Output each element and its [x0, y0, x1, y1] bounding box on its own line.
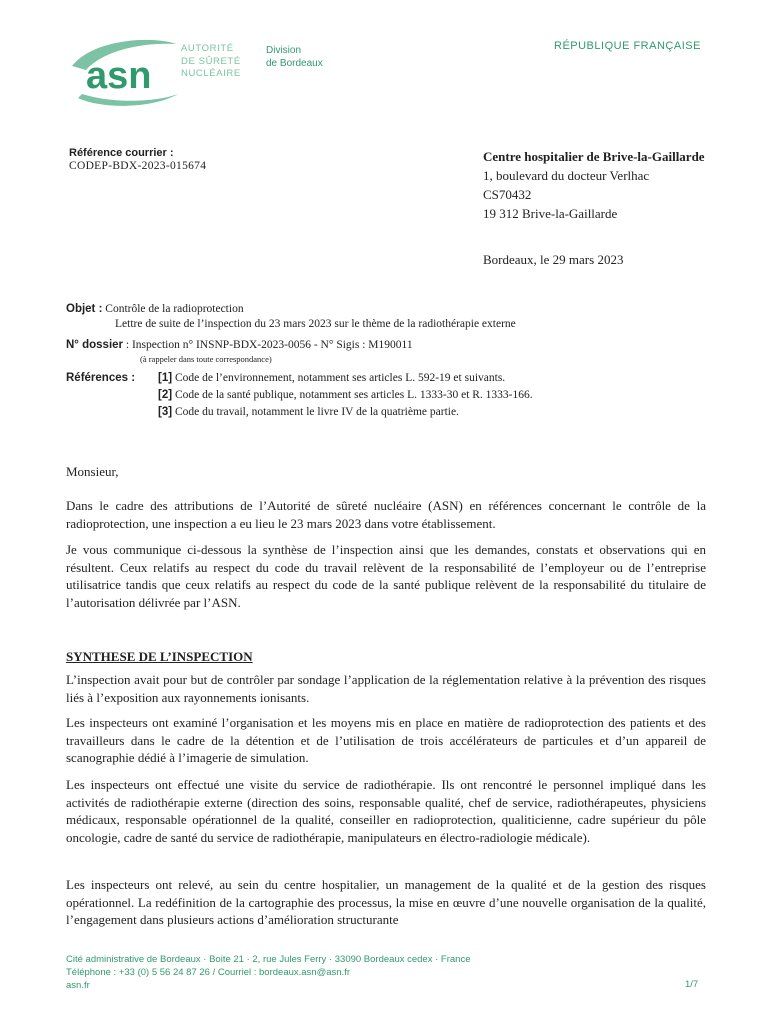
reference-text: Code du travail, notamment le livre IV de la quatrième partie.: [174, 406, 459, 418]
reference-num: [3]: [158, 406, 173, 418]
reference-item: [158, 372, 505, 384]
dossier: [66, 339, 413, 351]
logo-word: DE SÛRETÉ: [181, 55, 241, 67]
dossier-note: (à rappeler dans toute correspondance): [140, 354, 272, 364]
section-heading: SYNTHESE DE L’INSPECTION: [66, 649, 253, 664]
paragraph: Les inspecteurs ont effectué une visite du service de radiothérapie. Ils ont rencontré le personnel impliqué dans les activités de radiothérapie externe (direction des soins, responsable qualité, chef de service, radiothérapeutes, physiciens médicaux, responsable opérationnel de la qualité, conseiller en radioprotection, qualiticienne, cadre supérieur du pôle oncologie, cadre de santé du service de radiothérapie, manipulateurs en électro-radiologie médicale).: [66, 777, 706, 845]
letter-date: Bordeaux, le 29 mars 2023: [483, 252, 624, 267]
address-line: 1, boulevard du docteur Verlhac: [483, 168, 650, 183]
reference-num: [1]: [158, 372, 173, 384]
reference-text: Code de l’environnement, notamment ses articles L. 592-19 et suivants.: [174, 372, 506, 384]
objet-line1: Contrôle de la radioprotection: [105, 303, 244, 315]
dossier-value: : Inspection n° INSNP-BDX-2023-0056 - N° Sigis : M190011: [125, 339, 413, 351]
footer: [66, 953, 470, 992]
reference-label: Référence courrier :: [69, 147, 174, 159]
address-line: 19 312 Brive-la-Gaillarde: [483, 206, 618, 221]
paragraph: L’inspection avait pour but de contrôler par sondage l’application de la réglementation relative à la prévention des risques liés à l’exposition aux rayonnements ionisants.: [66, 672, 706, 705]
page-number: 1/7: [685, 979, 699, 990]
reference-num: [2]: [158, 389, 173, 401]
address-line: CS70432: [483, 187, 532, 202]
reference-code: CODEP-BDX-2023-015674: [69, 160, 207, 172]
paragraph: Les inspecteurs ont examiné l’organisation et les moyens mis en place en matière de radioprotection des patients et des travailleurs dans le cadre de la détention et de l’utilisation de trois accélérateurs de particules et d’un appareil de scanographie dédié à l’imagerie de simulation.: [66, 715, 706, 765]
logo-word: NUCLÉAIRE: [181, 68, 241, 79]
footer-address: Cité administrative de Bordeaux · Boite 21 · 2, rue Jules Ferry · 33090 Bordeaux cedex · France: [66, 954, 471, 965]
recipient-name: Centre hospitalier de Brive-la-Gaillarde: [483, 149, 705, 164]
reference-item: [158, 406, 459, 418]
footer-website[interactable]: asn.fr: [66, 980, 90, 991]
footer-contact: Téléphone : +33 (0) 5 56 24 87 26 / Courriel : bordeaux.asn@asn.fr: [66, 967, 350, 978]
reference-item: [158, 389, 533, 401]
paragraph: Dans le cadre des attributions de l’Autorité de sûreté nucléaire (ASN) en références concernant le contrôle de la radioprotection, une inspection a eu lieu le 23 mars 2023 dans votre établissement.: [66, 498, 706, 531]
logo-text: asn: [86, 55, 152, 97]
republique-francaise: RÉPUBLIQUE FRANÇAISE: [554, 40, 701, 52]
reference-text: Code de la santé publique, notamment ses articles L. 1333-30 et R. 1333-166.: [174, 389, 533, 401]
dossier-label: N° dossier: [66, 339, 124, 351]
division-label: [266, 44, 323, 70]
objet-label: Objet :: [66, 303, 103, 315]
paragraph: Je vous communique ci-dessous la synthèse de l’inspection ainsi que les demandes, constats et observations qui en résultent. Ceux relatifs au respect du code du travail relèvent de la responsabilité de l’employeur ou de l’entreprise utilisatrice tandis que ceux relatifs au respect du code de la santé publique relèvent de la responsabilité du titulaire de l’autorisation délivrée par l’ASN.: [66, 542, 706, 610]
objet-line2: Lettre de suite de l’inspection du 23 mars 2023 sur le thème de la radiothérapie externe: [115, 318, 516, 330]
division-line: de Bordeaux: [266, 58, 323, 69]
division-line: Division: [266, 45, 302, 56]
references-label: Références :: [66, 372, 136, 384]
paragraph: Les inspecteurs ont relevé, au sein du centre hospitalier, un management de la qualité et de la gestion des risques opérationnel. La redéfinition de la cartographie des processus, la mise en œuvre d’une nouvelle organisation de la qualité, l’engagement dans plusieurs actions d’amélioration structurante: [66, 877, 706, 927]
logo-words: [181, 43, 241, 81]
recipient-address: [483, 147, 705, 223]
logo-word: AUTORITÉ: [181, 43, 234, 54]
salutation: Monsieur,: [66, 464, 119, 479]
objet: [66, 302, 244, 317]
